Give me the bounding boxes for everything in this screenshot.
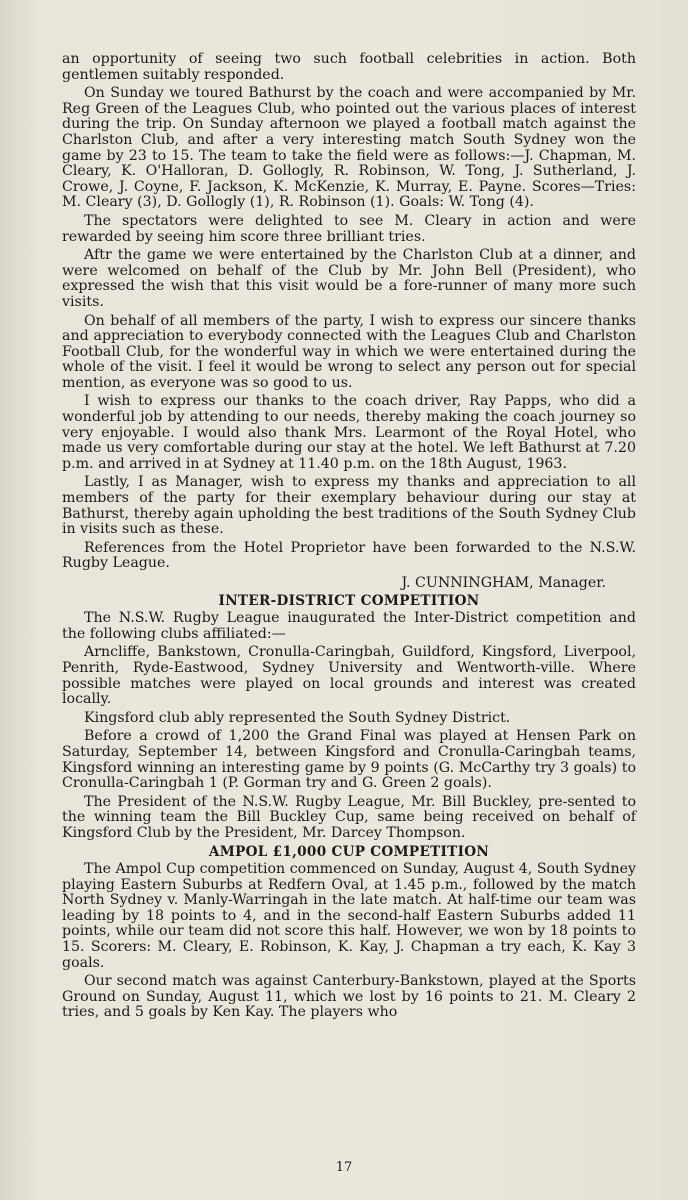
paragraph: Arncliffe, Bankstown, Cronulla-Caringbah, Guildford, Kingsford, Liverpool, Penrith, Ryde-Eastwood, Sydney University and Wentworth-ville. Where possible matches were played on local grounds and interest was created locally.: [62, 644, 636, 708]
paragraph: The President of the N.S.W. Rugby League, Mr. Bill Buckley, pre-sented to the winning team the Bill Buckley Cup, same being received on behalf of Kingsford Club by the President, Mr. Darcey Thompson.: [62, 793, 636, 841]
paragraph: Lastly, I as Manager, wish to express my thanks and appreciation to all members of the party for their exemplary behaviour during our stay at Bathurst, thereby again upholding the best traditions of the South Sydney Club in visits such as these.: [62, 474, 636, 538]
paragraph: Our second match was against Canterbury-Bankstown, played at the Sports Ground on Sunday, August 11, which we lost by 16 points to 21. M. Cleary 2 tries, and 5 goals by Ken Kay. The players who: [62, 973, 636, 1021]
paragraph: Before a crowd of 1,200 the Grand Final was played at Hensen Park on Saturday, September 14, between Kingsford and Cronulla-Caringbah teams, Kingsford winning an interesting game by 9 points (G. McCarthy try 3 goals) to Cronulla-Caringbah 1 (P. Gorman try and G. Green 2 goals).: [62, 728, 636, 792]
paragraph: On Sunday we toured Bathurst by the coach and were accompanied by Mr. Reg Green of the Leagues Club, who pointed out the various places of interest during the trip. On Sunday afternoon we played a football match against the Charlston Club, and after a very interesting match South Sydney won the game by 23 to 15. The team to take the field were as follows:—J. Chapman, M. Cleary, K. O'Halloran, D. Gollogly, R. Robinson, W. Tong, J. Sutherland, J. Crowe, J. Coyne, F. Jackson, K. McKenzie, K. Murray, E. Payne. Scores—Tries: M. Cleary (3), D. Gollogly (1), R. Robinson (1). Goals: W. Tong (4).: [62, 85, 636, 211]
paragraph: The spectators were delighted to see M. Cleary in action and were rewarded by seeing him score three brilliant tries.: [62, 212, 636, 245]
paragraph: The N.S.W. Rugby League inaugurated the Inter-District competition and the following clubs affiliated:—: [62, 610, 636, 642]
paragraph: References from the Hotel Proprietor have been forwarded to the N.S.W. Rugby League.: [62, 539, 636, 572]
section-heading: INTER-DISTRICT COMPETITION: [218, 592, 480, 609]
section-heading: AMPOL £1,000 CUP COMPETITION: [208, 843, 490, 860]
signature: J. CUNNINGHAM, Manager.: [401, 575, 606, 591]
paragraph: Aftr the game we were entertained by the Charlston Club at a dinner, and were welcomed on behalf of the Club by Mr. John Bell (President), who expressed the wish that this visit would be a fore-runner of many more such visits.: [62, 247, 636, 310]
page-number: 17: [335, 1160, 353, 1175]
paragraph: Kingsford club ably represented the South Sydney District.: [84, 709, 511, 726]
paragraph: The Ampol Cup competition commenced on Sunday, August 4, South Sydney playing Eastern Suburbs at Redfern Oval, at 1.45 p.m., followed by the match North Sydney v. Manly-Warringah in the late match. At half-time our team was leading by 18 points to 4, and in the second-half Eastern Suburbs added 11 points, while our team did not score this half. However, we won by 18 points to 15. Scorers: M. Cleary, E. Robinson, K. Kay, J. Chapman a try each, K. Kay 3 goals.: [62, 861, 636, 971]
paragraph: an opportunity of seeing two such football celebrities in action. Both gentlemen suitably responded.: [62, 51, 636, 83]
paragraph: I wish to express our thanks to the coach driver, Ray Papps, who did a wonderful job by attending to our needs, thereby making the coach journey so very enjoyable. I would also thank Mrs. Learmont of the Royal Hotel, who made us very comfortable during our stay at the hotel. We left Bathurst at 7.20 p.m. and arrived in at Sydney at 11.40 p.m. on the 18th August, 1963.: [62, 393, 636, 472]
body-text: [62, 52, 636, 1021]
paragraph: On behalf of all members of the party, I wish to express our sincere thanks and appreciation to everybody connected with the Leagues Club and Charlston Football Club, for the wonderful way in which we were entertained during the whole of the visit. I feel it would be wrong to select any person out for special mention, as everyone was so good to us.: [62, 312, 636, 391]
